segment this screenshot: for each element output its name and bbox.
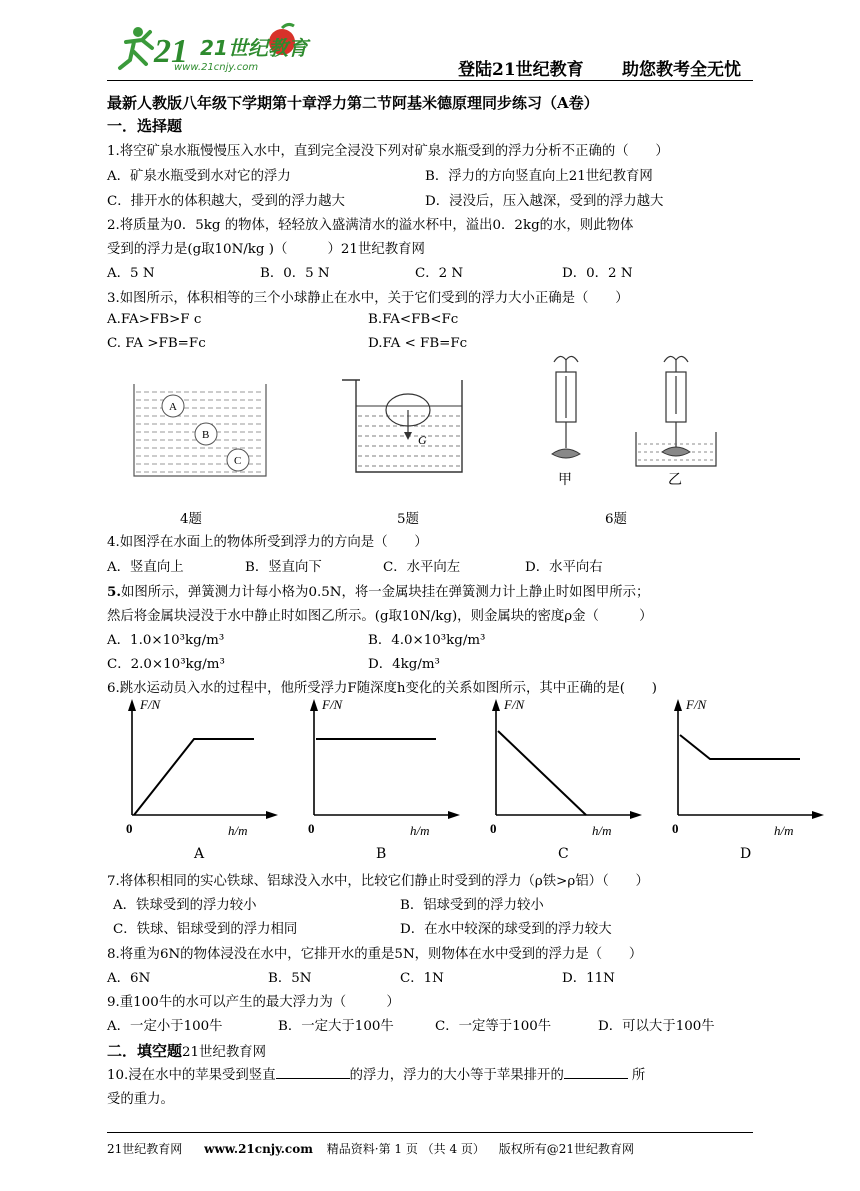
option: A．矿泉水瓶受到水对它的浮力 (107, 169, 291, 184)
option: B．浮力的方向竖直向上21世纪教育网 (425, 169, 653, 184)
question-stem: 3.如图所示，体积相等的三个小球静止在水中，关于它们受到的浮力大小正确是（ ） (107, 291, 629, 306)
ball-b-label: B (202, 429, 210, 441)
origin-label: 0 (490, 821, 497, 836)
figure-4-balls (130, 380, 270, 480)
header-slogan-right: 助您教考全无忧 (622, 60, 741, 80)
option: C．2 N (415, 266, 464, 281)
graph-caption: A (194, 846, 205, 862)
question-stem: 7.将体积相同的实心铁球、铝球没入水中，比较它们静止时受到的浮力（ρ铁>ρ铝）（ ） (107, 874, 649, 889)
x-axis-label: h/m (592, 823, 612, 838)
ball-a-label: A (169, 401, 177, 413)
figure-caption: 6题 (605, 512, 627, 527)
question-stem: 6.跳水运动员入水的过程中，他所受浮力F随深度h变化的关系如图所示，其中正确的是( ) (107, 681, 657, 696)
svg-text:21: 21 (154, 33, 188, 70)
origin-label: 0 (126, 821, 133, 836)
gravity-label: G (418, 433, 427, 447)
option: B．竖直向下 (245, 560, 322, 575)
question-stem: 然后将金属块浸没于水中静止时如图乙所示。(g取10N/kg)，则金属块的密度ρ金（ ） (107, 609, 653, 624)
question-stem: 4.如图浮在水面上的物体所受到浮力的方向是（ ） (107, 535, 428, 550)
question-stem: 2.将质量为0．5kg 的物体，轻轻放入盛满清水的溢水杯中，溢出0．2kg的水，则此物体 (107, 218, 634, 233)
graph-curve (680, 735, 800, 759)
option: D．4kg/m³ (368, 657, 440, 672)
option: D.FA < FB=Fc (368, 336, 468, 351)
x-axis-arrow (266, 811, 278, 819)
option: B．铝球受到的浮力较小 (400, 898, 544, 913)
logo-url: www.21cnjy.com (174, 62, 259, 73)
figure-5-float (340, 372, 470, 482)
option: A．5 N (107, 266, 155, 281)
section-2 (107, 1040, 266, 1061)
question-stem: 8.将重为6N的物体浸没在水中，它排开水的重是5N，则物体在水中受到的浮力是（ ） (107, 947, 643, 962)
option: D．0．2 N (562, 266, 633, 281)
y-axis-label: F/N (140, 697, 161, 712)
y-axis-arrow (492, 699, 500, 711)
section-heading: 二．填空题 (107, 1042, 183, 1060)
footer-rule (107, 1132, 753, 1133)
question-stem: 如图所示，弹簧测力计每小格为0.5N，将一金属块挂在弹簧测力计上静止时如图甲所示； (120, 585, 650, 600)
x-axis-label: h/m (228, 823, 248, 838)
x-axis-arrow (630, 811, 642, 819)
x-axis-label: h/m (410, 823, 430, 838)
figure-caption: 4题 (180, 512, 202, 527)
page-title: 最新人教版八年级下学期第十章浮力第二节阿基米德原理同步练习（A卷） (107, 94, 599, 112)
option: A.FA>FB>F c (107, 312, 202, 327)
logo-text: 21世纪教育 (200, 36, 308, 60)
header-rule (107, 80, 753, 81)
footer (107, 1140, 634, 1157)
option: C．铁球、铝球受到的浮力相同 (113, 922, 298, 937)
option: A．铁球受到的浮力较小 (113, 898, 257, 913)
section-heading-tail: 21世纪教育网 (182, 1045, 267, 1060)
footer-left: 21世纪教育网 (107, 1142, 183, 1156)
y-axis-label: F/N (686, 697, 707, 712)
option: B．0．5 N (260, 266, 330, 281)
header-slogan-left: 登陆21世纪教育 (458, 60, 584, 80)
graph-caption: D (740, 846, 752, 862)
option: A．一定小于100牛 (107, 1019, 223, 1034)
footer-right: 版权所有@21世纪教育网 (498, 1142, 635, 1156)
option: B．5N (268, 971, 312, 986)
x-axis-arrow (812, 811, 824, 819)
option: B．4.0×10³kg/m³ (368, 633, 486, 648)
graph-C (486, 695, 646, 845)
x-axis-arrow (448, 811, 460, 819)
question-5 (107, 581, 649, 600)
origin-label: 0 (672, 821, 679, 836)
answer-blank[interactable] (564, 1064, 628, 1079)
graph-curve (498, 731, 586, 815)
graph-curve (134, 739, 254, 815)
question-stem: 受到的浮力是(g取10N/kg )（ ）21世纪教育网 (107, 242, 425, 257)
ball-c-label: C (234, 455, 242, 467)
option: C．2.0×10³kg/m³ (107, 657, 225, 672)
figure-6-spring-scale (540, 352, 740, 492)
question-10 (107, 1064, 645, 1083)
y-axis-label: F/N (322, 697, 343, 712)
y-axis-label: F/N (504, 697, 525, 712)
graph-A (122, 695, 282, 845)
y-axis-arrow (310, 699, 318, 711)
graph-B (304, 695, 464, 845)
option: D．在水中较深的球受到的浮力较大 (400, 922, 612, 937)
footer-middle: 精品资料·第 1 页 （共 4 页） (326, 1142, 485, 1156)
question-stem: 所 (631, 1068, 646, 1083)
option: A．1.0×10³kg/m³ (107, 633, 225, 648)
section-heading: 一．选择题 (107, 117, 183, 135)
graph-D (668, 695, 828, 845)
figure-caption: 5题 (397, 512, 419, 527)
option: B.FA<FB<Fc (368, 312, 459, 327)
x-axis-label: h/m (774, 823, 794, 838)
option: C．一定等于100牛 (435, 1019, 552, 1034)
answer-blank[interactable] (276, 1064, 350, 1079)
option: D．可以大于100牛 (598, 1019, 715, 1034)
footer-url: www.21cnjy.com (204, 1142, 313, 1156)
question-stem: 的浮力，浮力的大小等于苹果排开的 (349, 1068, 564, 1083)
question-stem: 受的重力。 (107, 1092, 174, 1107)
option: C．1N (400, 971, 444, 986)
label-yi: 乙 (668, 473, 682, 488)
graph-caption: C (558, 846, 569, 862)
y-axis-arrow (128, 699, 136, 711)
option: D．11N (562, 971, 615, 986)
origin-label: 0 (308, 821, 315, 836)
graph-caption: B (376, 846, 387, 862)
question-stem: 10.浸在水中的苹果受到竖直 (107, 1068, 276, 1083)
option: D．浸没后，压入越深，受到的浮力越大 (425, 194, 664, 209)
label-jia: 甲 (558, 473, 572, 488)
option: C. FA >FB=Fc (107, 336, 206, 351)
question-stem: 1.将空矿泉水瓶慢慢压入水中，直到完全浸没下列对矿泉水瓶受到的浮力分析不正确的（ ） (107, 144, 669, 159)
question-stem: 9.重100牛的水可以产生的最大浮力为（ ） (107, 995, 400, 1010)
option: C．水平向左 (383, 560, 461, 575)
question-number: 5. (107, 584, 121, 600)
option: A．6N (107, 971, 151, 986)
option: C．排开水的体积越大，受到的浮力越大 (107, 194, 345, 209)
option: D．水平向右 (525, 560, 603, 575)
option: A．竖直向上 (107, 560, 184, 575)
logo (112, 20, 312, 78)
option: B．一定大于100牛 (278, 1019, 394, 1034)
y-axis-arrow (674, 699, 682, 711)
